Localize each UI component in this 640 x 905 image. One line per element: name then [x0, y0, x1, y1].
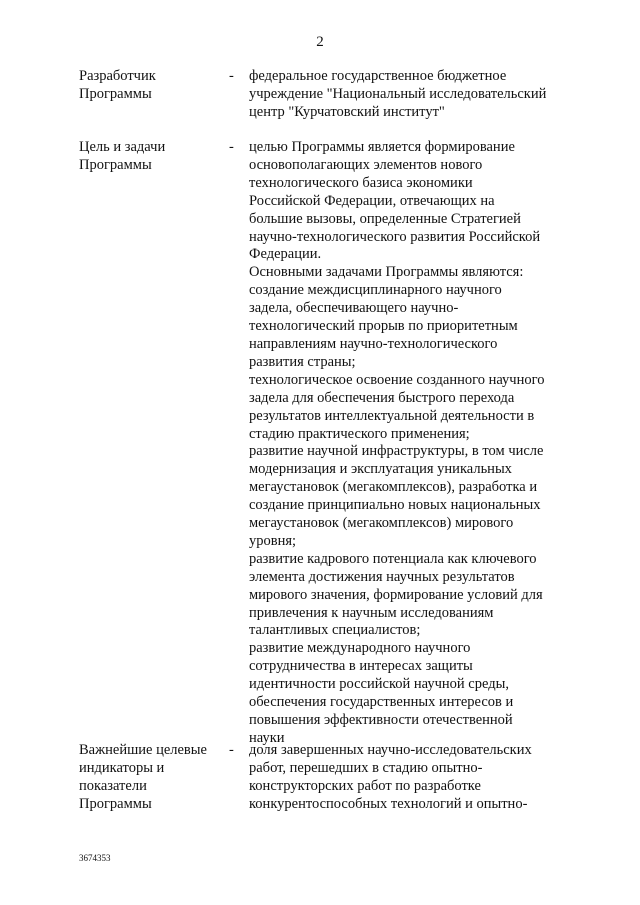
content-line: науки	[249, 729, 285, 746]
content-line: доля завершенных научно-исследовательских	[249, 742, 532, 758]
content-line: стадию практического применения;	[249, 425, 470, 442]
content-line: привлечения к научным исследованиям	[249, 604, 494, 621]
content-line: мегаустановок (мегакомплексов) мирового	[249, 515, 514, 532]
content-line: научно-технологического развития Российской	[249, 228, 541, 245]
content-line: Российской Федерации, отвечающих на	[249, 192, 495, 209]
content-line: направлениям научно-технологического	[249, 335, 498, 352]
content-line: задела для обеспечения быстрого перехода	[249, 389, 515, 406]
content-line: целью Программы является формирование	[249, 139, 515, 155]
section-label	[79, 68, 229, 104]
content-line: создание принципиально новых национальных	[249, 497, 541, 514]
content-line: создание междисциплинарного научного	[249, 282, 502, 299]
content-line: сотрудничества в интересах защиты	[249, 658, 473, 675]
content-line: талантливых специалистов;	[249, 622, 421, 639]
content-line: модернизация и эксплуатация уникальных	[249, 461, 512, 478]
content-line: конкурентоспособных технологий и опытно-	[249, 795, 528, 812]
content-line: повышения эффективности отечественной	[249, 712, 513, 728]
content-line: федеральное государственное бюджетное	[249, 68, 507, 84]
dash-separator: -	[229, 68, 234, 84]
content-line: большие вызовы, определенные Стратегией	[249, 210, 521, 227]
content-line: элемента достижения научных результатов	[249, 568, 515, 585]
section-content	[249, 139, 569, 748]
content-line: центр "Курчатовский институт"	[249, 103, 445, 120]
content-line: Федерации.	[249, 246, 322, 263]
content-line: развития страны;	[249, 353, 356, 370]
content-line: уровня;	[249, 532, 297, 549]
content-line: развитие международного научного	[249, 640, 471, 657]
dash-separator: -	[229, 742, 234, 758]
page-number: 2	[316, 34, 324, 50]
label-line: индикаторы и	[79, 759, 165, 776]
content-line: технологический прорыв по приоритетным	[249, 318, 518, 335]
content-line: задела, обеспечивающего научно-	[249, 300, 459, 317]
content-line: развитие кадрового потенциала как ключевого	[249, 550, 537, 567]
dash-separator: -	[229, 139, 234, 155]
label-line: Программы	[79, 795, 152, 812]
content-line: учреждение "Национальный исследовательский	[249, 85, 547, 102]
content-line: технологического базиса экономики	[249, 174, 473, 191]
section-label	[79, 139, 229, 175]
content-line: результатов интеллектуальной деятельности в	[249, 407, 535, 424]
content-line: технологическое освоение созданного научного	[249, 371, 545, 388]
label-line: Программы	[79, 85, 152, 102]
section-label	[79, 742, 229, 814]
label-line: Программы	[79, 156, 152, 173]
content-line: конструкторских работ по разработке	[249, 777, 481, 794]
label-line: Цель и задачи	[79, 139, 166, 155]
content-line: основополагающих элементов нового	[249, 156, 483, 173]
content-line: мегаустановок (мегакомплексов), разработка и	[249, 479, 538, 496]
content-line: мирового значения, формирование условий для	[249, 586, 543, 603]
content-line: Основными задачами Программы являются:	[249, 264, 524, 281]
content-line: идентичности российской научной среды,	[249, 676, 509, 693]
label-line: Важнейшие целевые	[79, 742, 207, 758]
label-line: показатели	[79, 777, 147, 794]
content-line: работ, перешедших в стадию опытно-	[249, 759, 483, 776]
content-line: обеспечения государственных интересов и	[249, 694, 514, 711]
section-content	[249, 68, 569, 122]
document-code: 3674353	[79, 853, 111, 863]
label-line: Разработчик	[79, 68, 156, 84]
section-content	[249, 742, 569, 814]
content-line: развитие научной инфраструктуры, в том числе	[249, 443, 544, 460]
